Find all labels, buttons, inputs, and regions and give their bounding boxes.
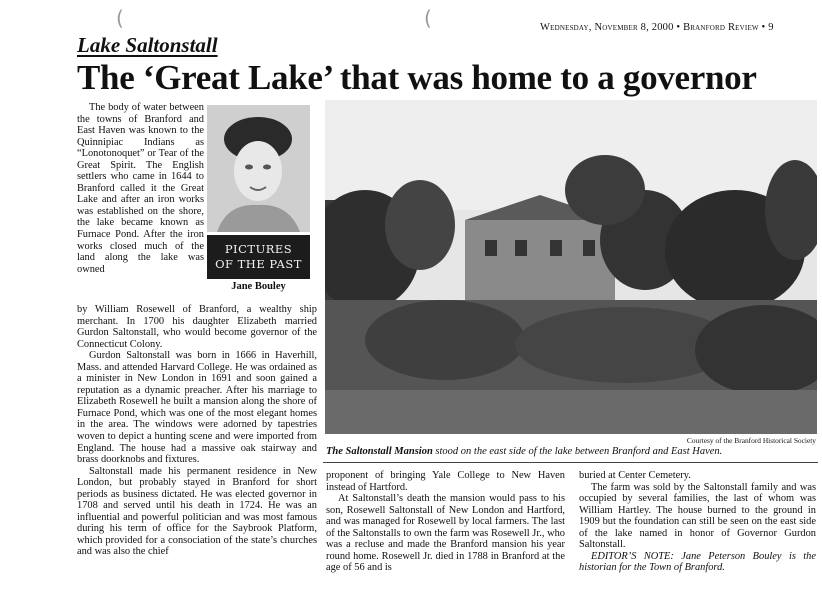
caption-text: stood on the east side of the lake between Branford and East Haven. xyxy=(432,446,723,457)
paragraph: Saltonstall made his permanent residence in New London, but probably stayed in Branford for short periods as business dictated. He was elected governor in 1708 and served until his death in 1724. He was an influential and powerful politician and was most famous during his term of office for the Saybrook Platform, which provided for a consociation of the state’s churches and was also the chief xyxy=(77,465,317,558)
binder-hole-mark-left: ( xyxy=(116,6,124,30)
article-column-1-top xyxy=(77,102,204,275)
headline: The ‘Great Lake’ that was home to a governor xyxy=(77,58,757,97)
divider xyxy=(323,462,818,463)
article-column-3 xyxy=(579,470,816,574)
author-box xyxy=(207,105,310,295)
paragraph: The farm was sold by the Saltonstall family and was occupied by several families, the last of whom was William Hartley. The house burned to the ground in 1909 but the foundation can still be seen on the east side of the lake named in honor of Governor Gurdon Saltonstall. xyxy=(579,481,816,551)
column-logo-line-2: OF THE PAST xyxy=(215,257,302,271)
paragraph: by William Rosewell of Branford, a wealthy ship merchant. In 1700 his daughter Elizabeth married Gurdon Saltonstall, who would become governor of the Connecticut Colony. xyxy=(77,304,317,350)
paragraph: proponent of bringing Yale College to New Haven instead of Hartford. xyxy=(326,470,565,493)
column-logo xyxy=(207,235,310,279)
paragraph: The body of water between the towns of Branford and East Haven was known to the Quinnipiac Indians as “Lonotonoquet” or Tear of the Great Spirit. The English settlers who came in 1644 to Branford called it the Great Lake and after an iron works was established on the shore, the lake became known as Furnace Pond. After the iron works closed much of the land along the lake was owned xyxy=(77,102,204,275)
paragraph: buried at Center Cemetery. xyxy=(579,470,691,481)
author-portrait xyxy=(207,105,310,232)
editors-note: EDITOR’S NOTE: Jane Peterson Bouley is the historian for the Town of Branford. xyxy=(579,550,816,574)
mansion-photo xyxy=(325,100,817,434)
article-column-1-bottom xyxy=(77,304,317,558)
section-kicker: Lake Saltonstall xyxy=(77,33,218,57)
paragraph: At Saltonstall’s death the mansion would pass to his son, Rosewell Saltonstall of New London and Hartford, and was managed for Rosewell by local farmers. The last of the Saltonstalls to own the farm was Rosewell Jr., who was a recluse and made the Branford mansion his year round home. Rosewell Jr. died in 1788 in Branford at the age of 56 and is xyxy=(326,493,565,574)
article-column-2 xyxy=(326,470,565,574)
page-dateline: Wednesday, November 8, 2000 • Branford Review • 9 xyxy=(540,22,774,33)
column-logo-line-1: PICTURES xyxy=(224,242,293,256)
photo-credit: Courtesy of the Branford Historical Society xyxy=(686,436,816,445)
binder-hole-mark-right: ( xyxy=(424,6,432,30)
caption-lead: The Saltonstall Mansion xyxy=(326,446,433,457)
author-name: Jane Bouley xyxy=(231,281,286,292)
photo-caption xyxy=(326,446,818,457)
paragraph: Gurdon Saltonstall was born in 1666 in Haverhill, Mass. and attended Harvard College. He was ordained as a minister in New London in 1691 and soon gained a reputation as a dynamic preacher. After his marriage to Elizabeth Rosewell he built a mansion along the shore of Furnace Pond, which was one of the most elegant homes in the area. The windows were adorned by tapestries woven to depict a hunting scene and were imported from England. The house had a massive oak stairway and brass doorknobs and fixtures. xyxy=(77,350,317,466)
